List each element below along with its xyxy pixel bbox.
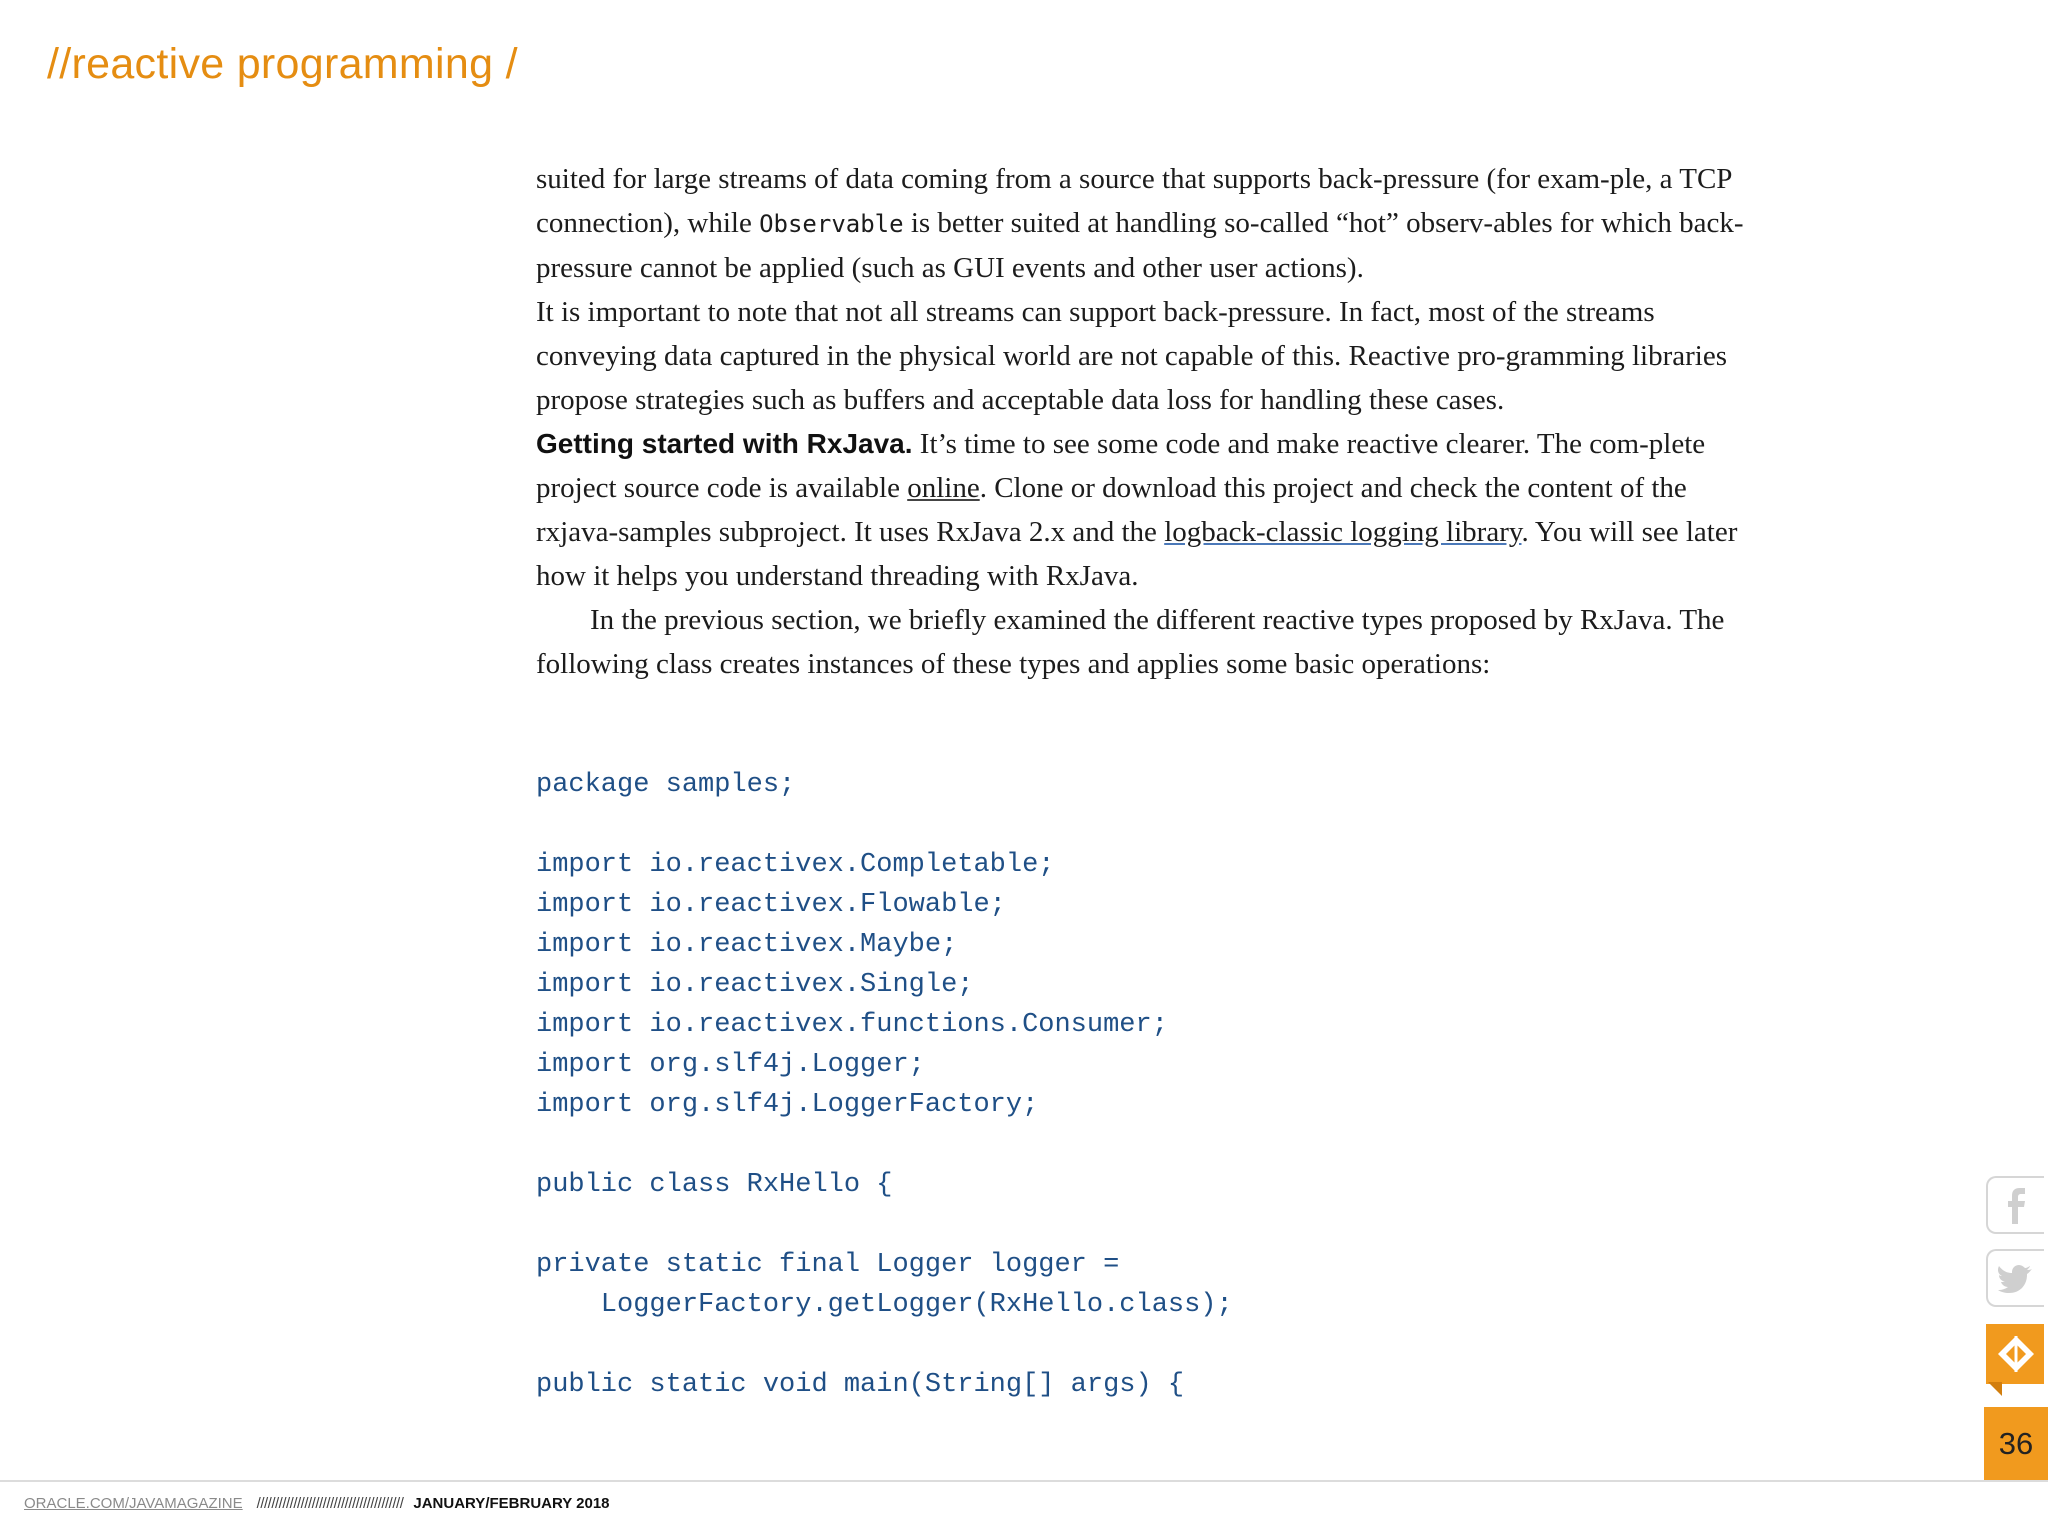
footer-separator: //////////////////////////////////////// [256, 1495, 404, 1512]
code-line: public class RxHello { [536, 1170, 893, 1200]
code-line [536, 1125, 1766, 1165]
p1-text-a: suited for large streams of data coming from a source that supports back-pressure (for exam-ple, a TCP connection), while [536, 163, 1732, 239]
code-line: public static void main(String[] args) { [536, 1370, 1185, 1400]
email-share-button[interactable] [1986, 1324, 2044, 1384]
inline-code-observable: Observable [759, 210, 904, 238]
paragraph-4: In the previous section, we briefly examined the different reactive types proposed by RxJava. The following class creates instances of these types and applies some basic operations: [536, 604, 1725, 680]
email-button-tail [1988, 1382, 2002, 1396]
section-heading: Getting started with RxJava. [536, 428, 913, 459]
code-line: import org.slf4j.LoggerFactory; [536, 1090, 1039, 1120]
article-body [536, 157, 1766, 686]
facebook-icon [1988, 1178, 2044, 1232]
paragraph-2: It is important to note that not all streams can support back-pressure. In fact, most of the streams conveying data captured in the physical world are not capable of this. Reactive pro-gramming libraries propose strategies such as buffers and acceptable data loss for handling these cases. [536, 296, 1727, 416]
footer-divider [0, 1480, 2048, 1482]
p3-text-b: . Clone or download this project and check the content of the rxjava-samples subproject. It uses RxJava 2.x and the [536, 472, 1687, 548]
code-line: import org.slf4j.Logger; [536, 1050, 925, 1080]
code-line [536, 805, 1766, 845]
twitter-share-button[interactable] [1986, 1249, 2044, 1307]
code-line: import io.reactivex.Flowable; [536, 890, 1006, 920]
code-line: import io.reactivex.functions.Consumer; [536, 1010, 1168, 1040]
online-link[interactable]: online [907, 472, 980, 504]
twitter-icon [1988, 1251, 2044, 1305]
code-line: import io.reactivex.Maybe; [536, 930, 958, 960]
footer [24, 1495, 610, 1512]
code-line [536, 1205, 1766, 1245]
section-title: //reactive programming / [47, 40, 518, 88]
issue-date: JANUARY/FEBRUARY 2018 [413, 1495, 610, 1512]
code-line: import io.reactivex.Completable; [536, 850, 1055, 880]
logback-link[interactable]: logback-classic logging library [1164, 516, 1522, 548]
paragraph-1 [536, 157, 1766, 290]
email-icon [1988, 1326, 2044, 1384]
code-line: package samples; [536, 770, 796, 800]
code-line: import io.reactivex.Single; [536, 970, 974, 1000]
facebook-share-button[interactable] [1986, 1176, 2044, 1234]
code-listing [536, 765, 1766, 1405]
p3-text-c: . You will see later how it helps you understand threading with RxJava. [536, 516, 1738, 592]
page-number: 36 [1984, 1407, 2048, 1481]
code-line: private static final Logger logger = [536, 1250, 1120, 1280]
code-line [536, 1325, 1766, 1365]
paragraph-3 [536, 422, 1766, 598]
code-line: LoggerFactory.getLogger(RxHello.class); [536, 1290, 1233, 1320]
p1-text-b: is better suited at handling so-called “hot” observ-ables for which back-pressure cannot be applied (such as GUI events and other user actions). [536, 207, 1744, 284]
p3-text-a: It’s time to see some code and make reactive clearer. The com-plete project source code is available [536, 428, 1706, 504]
site-link[interactable]: ORACLE.COM/JAVAMAGAZINE [24, 1495, 243, 1512]
